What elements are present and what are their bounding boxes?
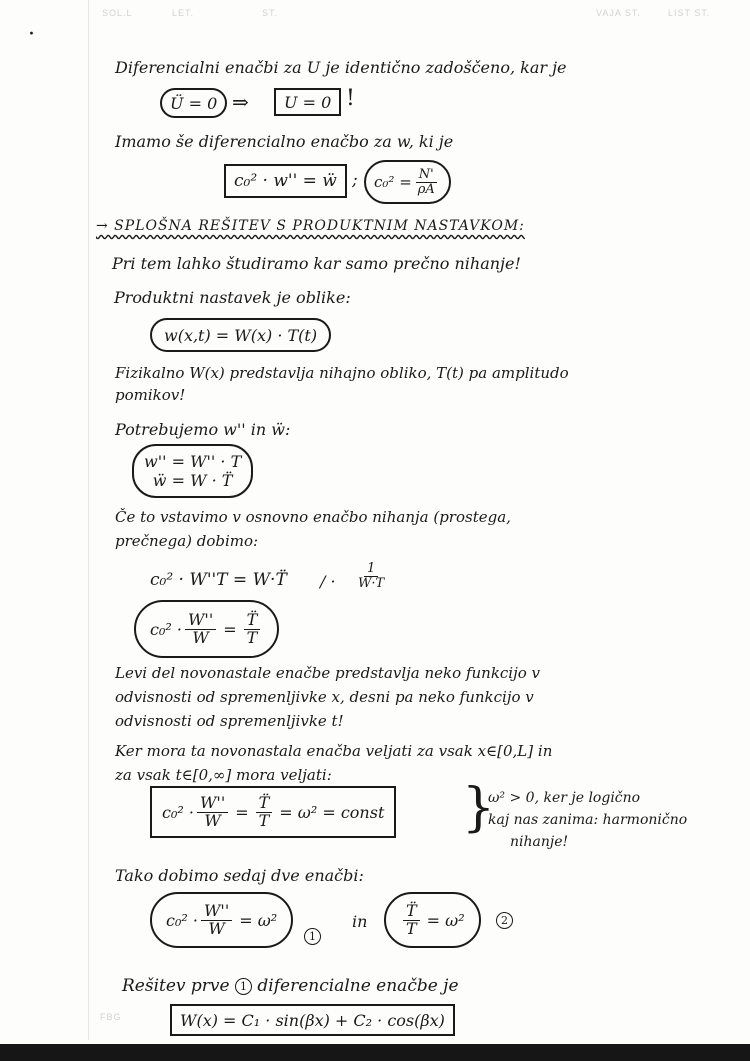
text-line-11-start: Rešitev prve [122, 976, 230, 996]
numerator: N' [416, 168, 437, 183]
equation-lhs: c₀² · [150, 619, 182, 639]
equation-rhs: = ω² = const [279, 802, 385, 822]
equation-text: w(x,t) = W(x) · T(t) [164, 325, 318, 345]
equation-text: W(x) = C₁ · sin(βx) + C₂ · cos(βx) [180, 1010, 445, 1030]
equation-temporal [384, 892, 481, 948]
numerator: T̈ [403, 903, 420, 921]
and-word: in [352, 912, 368, 931]
text-line-9a: Ker mora ta novonastala enačba veljati za vsak x∈[0,L] in [115, 742, 553, 760]
text-line-10: Tako dobimo sedaj dve enačbi: [115, 866, 364, 885]
equation-u-ddot-zero [160, 88, 227, 118]
denominator: T [258, 810, 270, 830]
numerator: W'' [197, 795, 228, 813]
text-line-9b: za vsak t∈[0,∞] mora veljati: [115, 766, 332, 784]
equation-rhs: = ω² [239, 910, 278, 930]
text-line-11 [122, 976, 459, 996]
fraction-w-ratio [185, 609, 216, 647]
exclamation-mark: ! [346, 86, 355, 111]
fraction-one-over-wt [355, 562, 387, 590]
separator: ; [352, 170, 358, 190]
header-label-5: LIST ST. [668, 8, 711, 18]
equation-tag-2: 2 [496, 912, 513, 929]
margin-line [88, 0, 89, 1040]
text-line-8a: Levi del novonastale enačbe predstavlja neko funkcijo v [115, 664, 541, 682]
denominator: T [406, 918, 417, 938]
fraction-t-ratio [256, 792, 273, 830]
equation-reference-1: 1 [235, 978, 252, 995]
fraction-w-ratio [197, 792, 228, 830]
section-heading: → SPLOŠNA REŠITEV S PRODUKTNIM NASTAVKOM: [96, 218, 525, 234]
equation-u-zero-box [274, 88, 341, 116]
header-label-1: SOL.L [102, 8, 133, 18]
pen-dot-mark: · [28, 22, 35, 47]
text-line-1: Diferencialni enačbi za U je identično zadoščeno, kar je [115, 58, 567, 77]
denominator: W [208, 918, 225, 938]
right-brace: } [462, 778, 496, 838]
scan-edge-bar [0, 1044, 750, 1061]
equation-spatial [150, 892, 293, 948]
text-line-11-end: diferencialne enačbe je [257, 976, 459, 996]
footer-label: FBG [100, 1012, 122, 1022]
implies-arrow: ⇒ [232, 90, 249, 114]
equation-derivatives [132, 444, 253, 498]
side-note-3: nihanje! [510, 834, 569, 850]
text-line-7b: prečnega) dobimo: [115, 532, 259, 550]
text-line-7a: Če to vstavimo v osnovno enačbo nihanja (prostega, [115, 508, 511, 526]
text-line-4: Produktni nastavek je oblike: [114, 288, 351, 307]
equation-text: c₀² · w'' = ẅ [234, 171, 337, 191]
equation-substituted: c₀² · W''T = W·T̈ [150, 570, 287, 590]
fraction-t-ratio [403, 900, 420, 938]
header-label-3: ST. [262, 8, 279, 18]
text-line-6: Potrebujemo w'' in ẅ: [115, 420, 291, 439]
numerator: W'' [201, 903, 232, 921]
fraction-t-ratio [244, 609, 261, 647]
equals-sign: = [235, 802, 249, 822]
numerator: T̈ [244, 612, 261, 630]
equation-separation-constant-box [150, 786, 396, 838]
denominator: ρA [417, 181, 435, 197]
side-note-2: kaj nas zanima: harmonično [488, 812, 688, 828]
header-label-2: LET. [172, 8, 195, 18]
numerator: W'' [185, 612, 216, 630]
text-line-8c: odvisnosti od spremenljivke t! [115, 712, 344, 730]
header-label-4: VAJA ST. [596, 8, 641, 18]
side-note-1: ω² > 0, ker je logično [488, 790, 641, 806]
denominator: W [204, 810, 221, 830]
equation-wave-box [224, 164, 347, 198]
equation-lhs: c₀² · [166, 910, 198, 930]
equation-tag-1: 1 [304, 928, 321, 945]
equation-general-solution-box [170, 1004, 455, 1036]
denominator: W·T [358, 575, 385, 591]
equation-c0-definition [364, 160, 451, 204]
fraction-w-ratio [201, 900, 232, 938]
equation-text: U = 0 [284, 92, 332, 112]
equation-text: c₀² = [374, 173, 412, 191]
equation-separated [134, 600, 279, 658]
text-line-5b: pomikov! [115, 386, 186, 404]
denominator: T [246, 627, 258, 647]
text-line-8b: odvisnosti od spremenljivke x, desni pa neko funkcijo v [115, 688, 534, 706]
equation-product-ansatz [150, 318, 331, 352]
fraction-n-over-rhoa [415, 168, 438, 196]
numerator: 1 [364, 562, 378, 577]
equation-w-time-derivative: ẅ = W · T̈ [152, 471, 233, 490]
text-line-3: Pri tem lahko študiramo kar samo prečno nihanje! [112, 254, 521, 273]
multiply-operator: / · [320, 572, 336, 591]
equals-sign: = [223, 619, 237, 639]
numerator: T̈ [256, 795, 273, 813]
text-line-2: Imamo še diferencialno enačbo za w, ki je [115, 132, 454, 151]
equation-text: Ü = 0 [170, 93, 218, 113]
equation-rhs: = ω² [426, 910, 465, 930]
equation-w-second-derivative: w'' = W'' · T [144, 451, 242, 471]
denominator: W [192, 627, 209, 647]
text-line-5a: Fizikalno W(x) predstavlja nihajno obliko, T(t) pa amplitudo [115, 364, 569, 382]
equation-lhs: c₀² · [162, 802, 194, 822]
